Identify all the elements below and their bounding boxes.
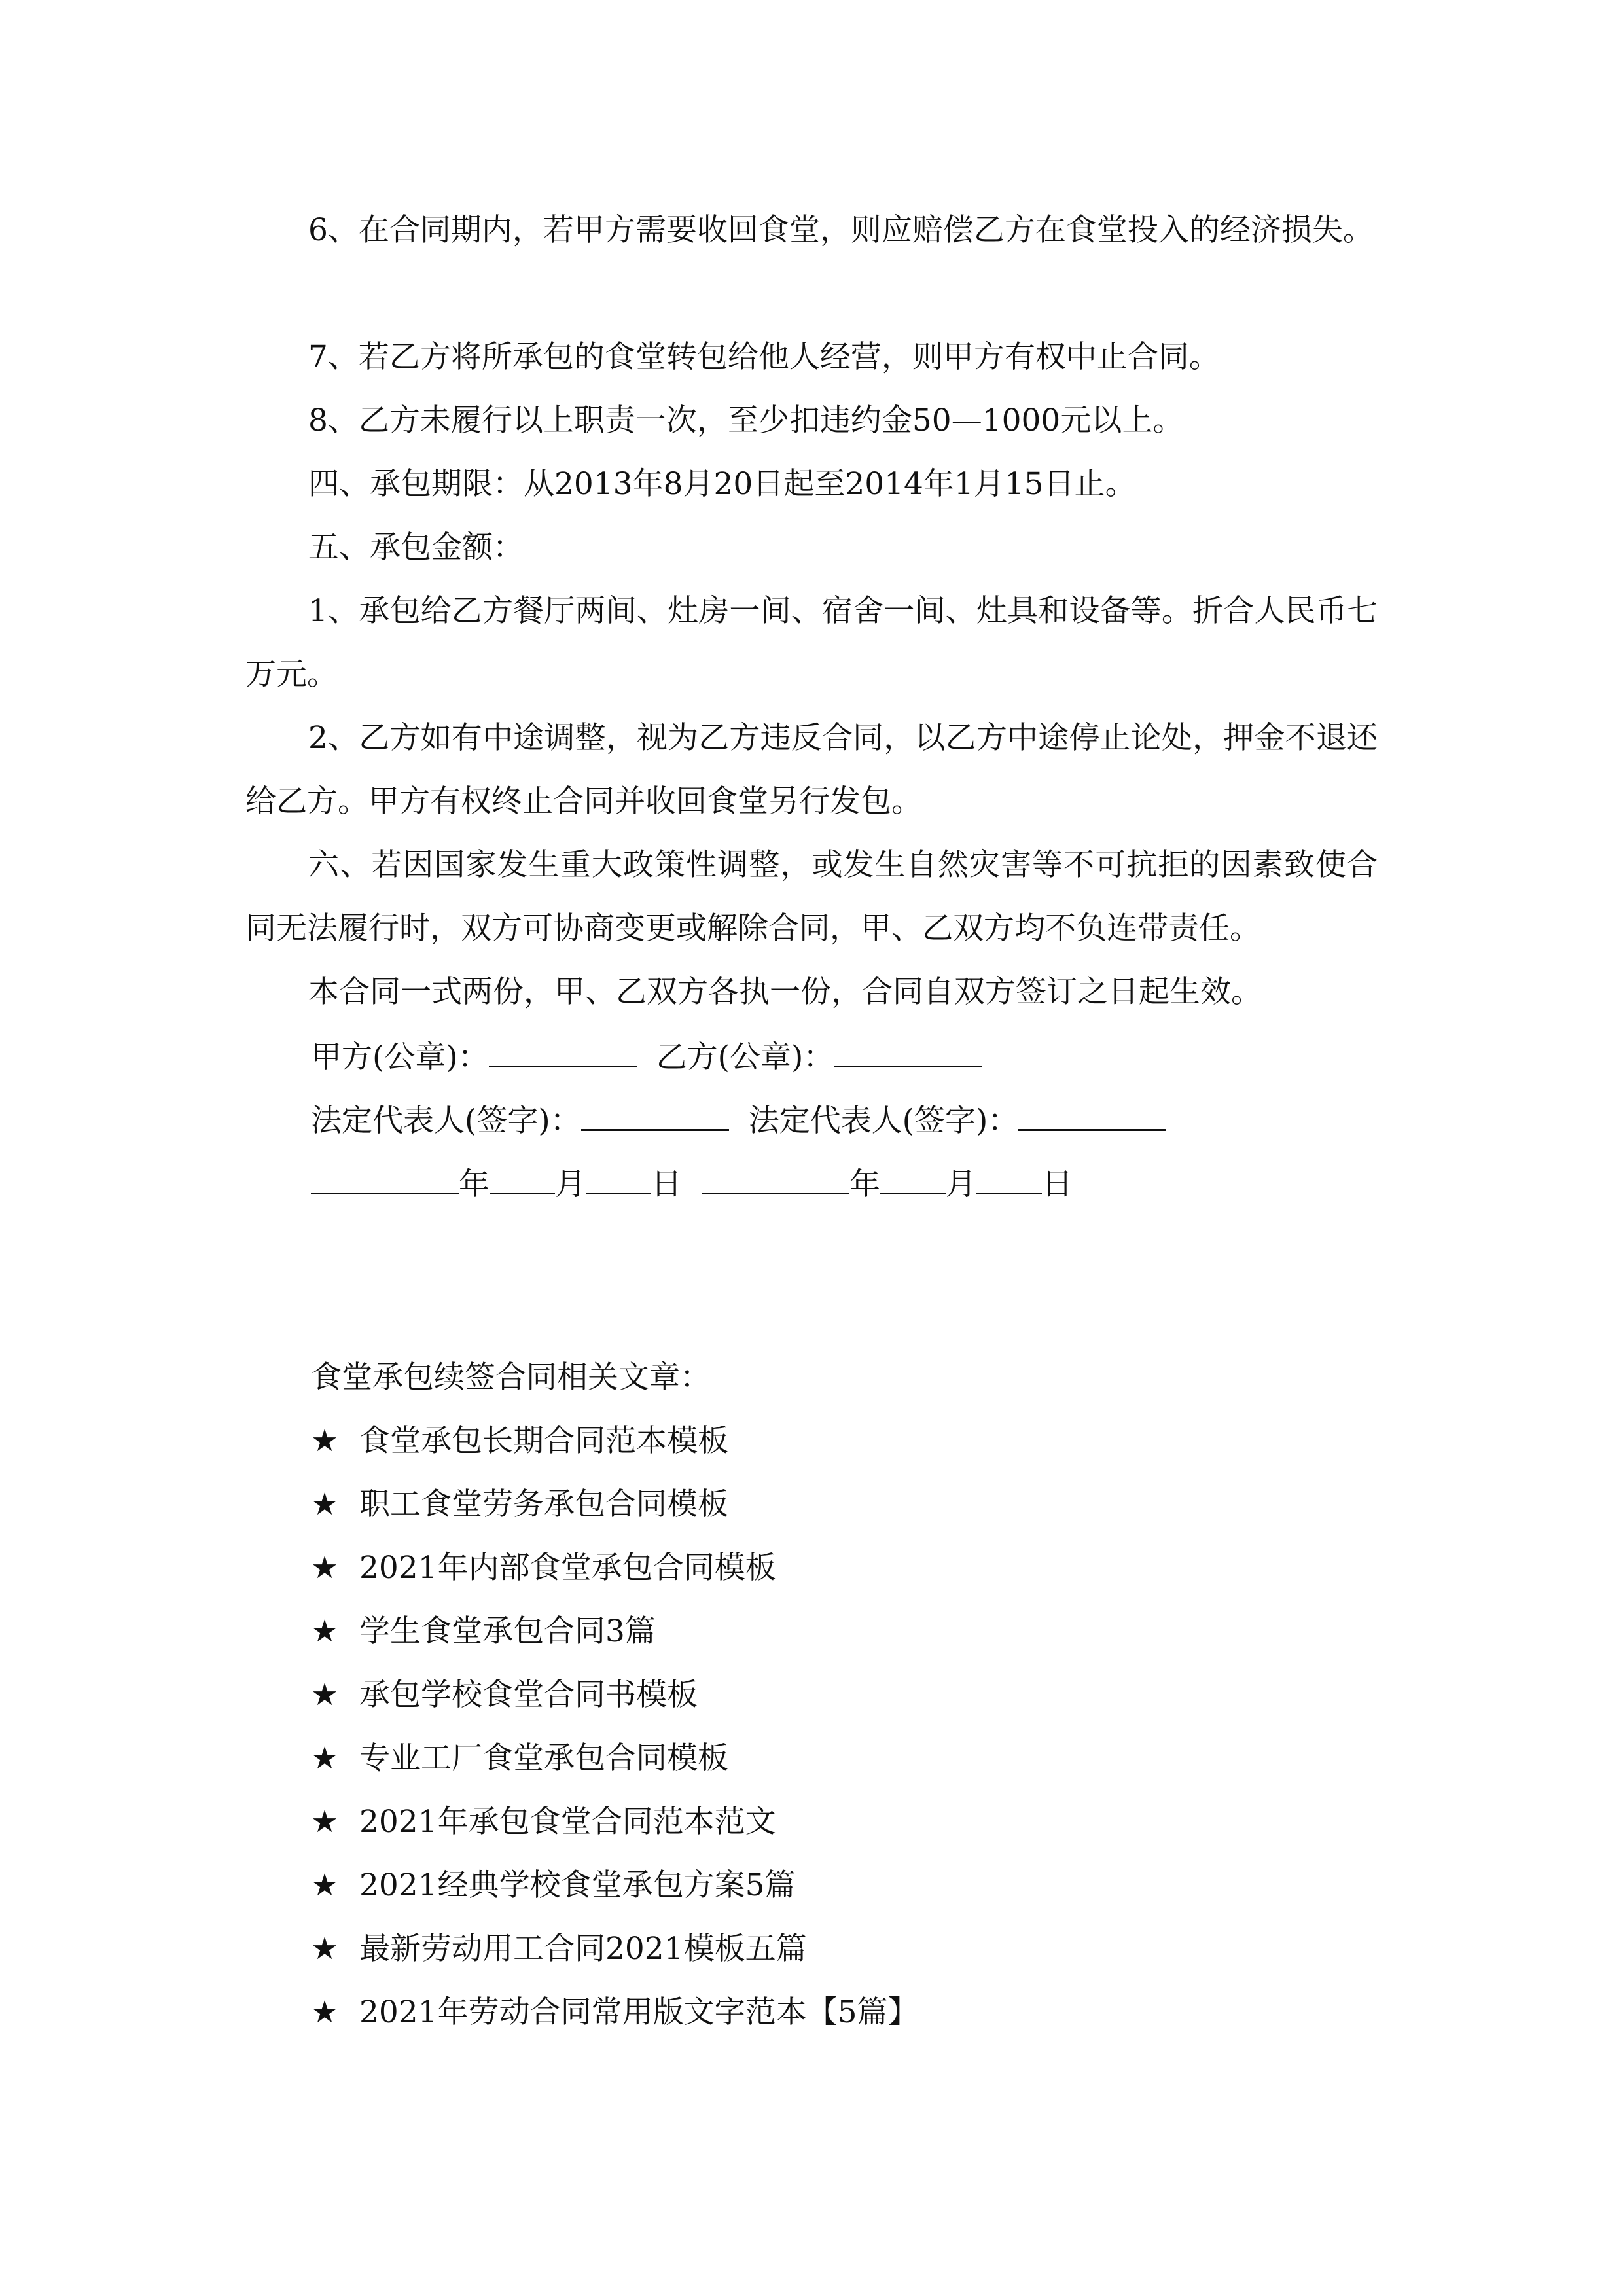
party-b-rep-blank <box>1018 1100 1166 1131</box>
related-link[interactable]: ★ 承包学校食堂合同书模板 <box>311 1676 698 1715</box>
party-b-rep-label: 法定代表人(签字)： <box>748 1103 1019 1139</box>
related-link[interactable]: ★ 专业工厂食堂承包合同模板 <box>311 1739 728 1778</box>
related-link[interactable]: ★ 学生食堂承包合同3篇 <box>311 1612 656 1651</box>
star-icon: ★ <box>311 1867 339 1903</box>
star-icon: ★ <box>311 1423 339 1459</box>
date-line <box>311 1164 1073 1204</box>
seal-line <box>311 1037 982 1077</box>
related-link[interactable]: ★ 职工食堂劳务承包合同模板 <box>311 1485 728 1524</box>
related-link[interactable]: ★ 2021经典学校食堂承包方案5篇 <box>311 1866 796 1905</box>
related-link[interactable]: ★ 2021年内部食堂承包合同模板 <box>311 1549 776 1588</box>
party-b-month-blank <box>880 1164 946 1194</box>
related-heading: 食堂承包续签合同相关文章： <box>311 1359 711 1395</box>
amount-item-1: 1、承包给乙方餐厅两间、灶房一间、宿舍一间、灶具和设备等。折合人民币七万元。 <box>245 593 1378 692</box>
year-label: 年 <box>849 1166 880 1202</box>
star-icon: ★ <box>311 1486 339 1522</box>
party-a-seal-label: 甲方(公章)： <box>311 1039 489 1075</box>
related-link[interactable]: ★ 食堂承包长期合同范本模板 <box>311 1422 728 1461</box>
party-a-rep-blank <box>581 1100 729 1131</box>
section-force-majeure: 六、若因国家发生重大政策性调整，或发生自然灾害等不可抗拒的因素致使合同无法履行时，双方可协商变更或解除合同，甲、乙双方均不负连带责任。 <box>245 847 1378 946</box>
star-icon: ★ <box>311 1740 339 1776</box>
star-icon: ★ <box>311 1931 339 1967</box>
party-b-day-blank <box>976 1164 1042 1194</box>
day-label: 日 <box>651 1166 682 1202</box>
party-a-month-blank <box>490 1164 555 1194</box>
star-icon: ★ <box>311 1613 339 1649</box>
party-a-rep-label: 法定代表人(签字)： <box>311 1103 581 1139</box>
related-link[interactable]: ★ 2021年承包食堂合同范本范文 <box>311 1803 776 1842</box>
related-link[interactable]: ★ 2021年劳动合同常用版文字范本【5篇】 <box>311 1993 919 2032</box>
section-amount: 五、承包金额： <box>308 529 524 565</box>
party-b-seal-blank <box>834 1037 982 1067</box>
day-label: 日 <box>1042 1166 1073 1202</box>
month-label: 月 <box>555 1166 586 1202</box>
party-b-year-blank <box>702 1164 849 1194</box>
amount-item-2: 2、乙方如有中途调整，视为乙方违反合同，以乙方中途停止论处，押金不退还给乙方。甲方有权终止合同并收回食堂另行发包。 <box>245 720 1378 819</box>
related-link[interactable]: ★ 最新劳动用工合同2021模板五篇 <box>311 1929 807 1969</box>
star-icon: ★ <box>311 1994 339 2030</box>
representative-line <box>311 1100 1166 1141</box>
party-a-year-blank <box>311 1164 459 1194</box>
star-icon: ★ <box>311 1550 339 1586</box>
party-a-day-blank <box>586 1164 651 1194</box>
contract-copies: 本合同一式两份，甲、乙双方各执一份，合同自双方签订之日起生效。 <box>308 974 1262 1010</box>
year-label: 年 <box>459 1166 490 1202</box>
section-term: 四、承包期限：从2013年8月20日起至2014年1月15日止。 <box>308 466 1136 502</box>
month-label: 月 <box>946 1166 976 1202</box>
clause-6: 6、在合同期内，若甲方需要收回食堂，则应赔偿乙方在食堂投入的经济损失。 <box>308 212 1374 248</box>
party-b-seal-label: 乙方(公章)： <box>656 1039 834 1075</box>
clause-7: 7、若乙方将所承包的食堂转包给他人经营，则甲方有权中止合同。 <box>308 339 1220 375</box>
star-icon: ★ <box>311 1677 339 1713</box>
star-icon: ★ <box>311 1804 339 1840</box>
clause-8: 8、乙方未履行以上职责一次，至少扣违约金50—1000元以上。 <box>308 403 1184 439</box>
party-a-seal-blank <box>489 1037 637 1067</box>
